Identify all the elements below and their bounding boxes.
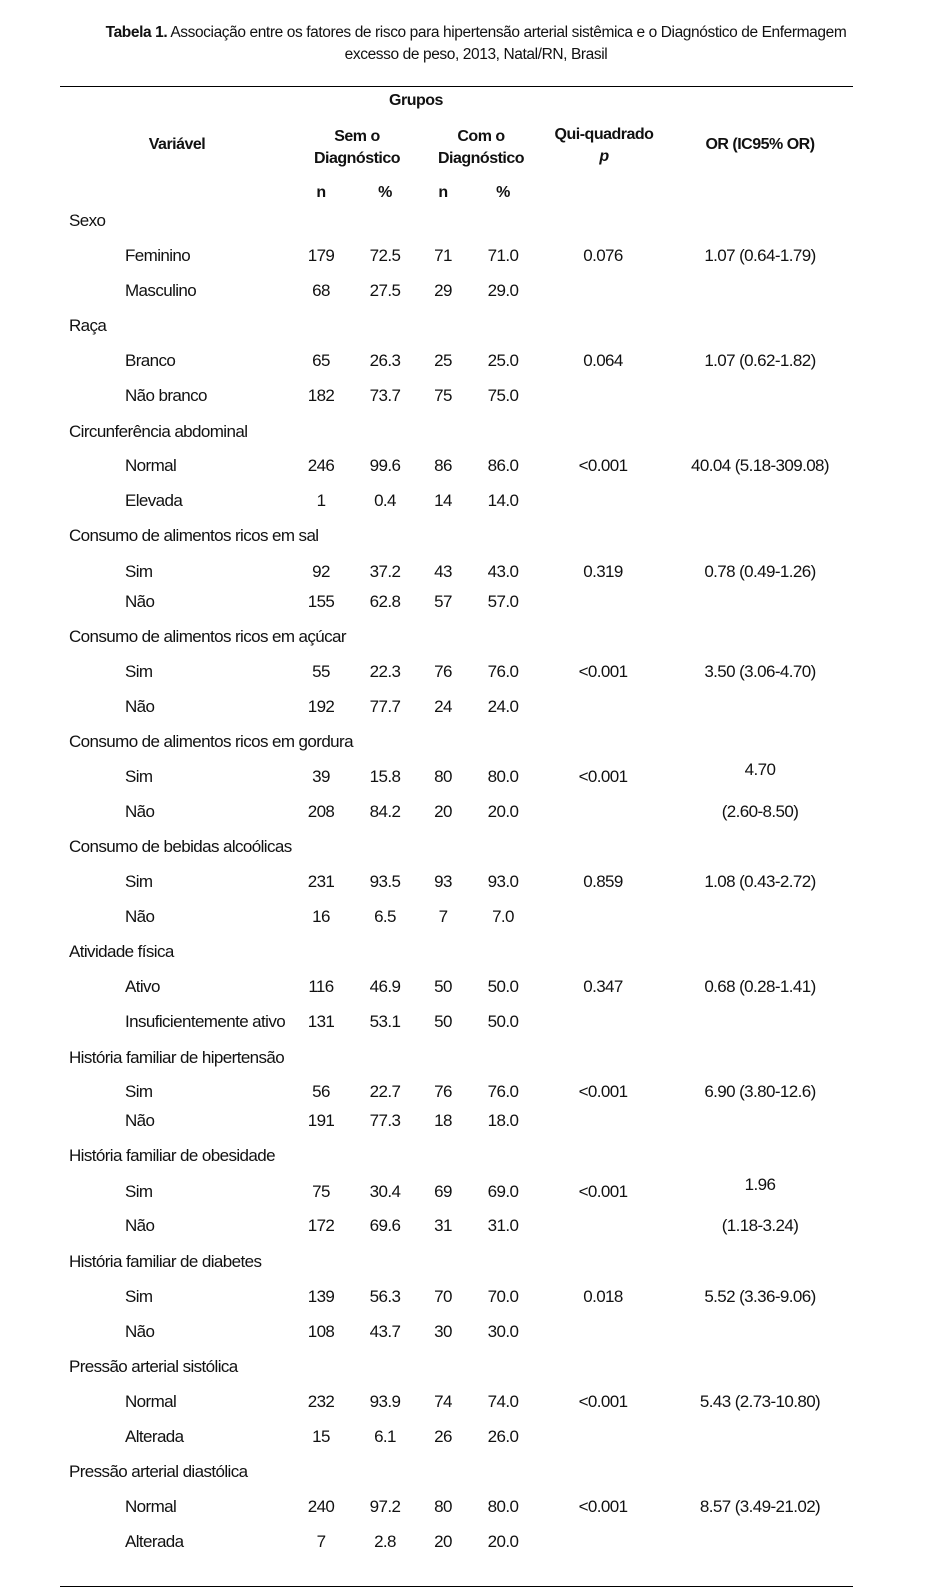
cell-n-com: 80 <box>434 767 452 786</box>
cell-n-sem: 116 <box>308 977 334 996</box>
cell-n-sem: 68 <box>312 281 330 300</box>
cell-pct-sem: 93.5 <box>369 872 401 891</box>
row-label: Não branco <box>125 386 207 405</box>
cell-p-value: <0.001 <box>578 767 628 786</box>
cell-p-value: 0.319 <box>583 562 623 581</box>
group-label: Consumo de alimentos ricos em açúcar <box>69 627 346 646</box>
cell-n-sem: 1 <box>316 491 326 510</box>
cell-p-value: 0.018 <box>583 1287 623 1306</box>
cell-pct-com: 69.0 <box>487 1182 519 1201</box>
cell-n-sem: 240 <box>307 1497 335 1516</box>
header-or: OR (IC95% OR) <box>705 136 815 153</box>
header-line: Com o <box>457 128 505 145</box>
cell-pct-sem: 43.7 <box>369 1322 401 1341</box>
cell-pct-com: 70.0 <box>487 1287 519 1306</box>
row-label: Sim <box>125 662 153 681</box>
group-label: Raça <box>69 316 107 335</box>
group-label: Consumo de alimentos ricos em gordura <box>69 732 353 751</box>
cell-n-com: 30 <box>434 1322 452 1341</box>
cell-n-com: 70 <box>434 1287 452 1306</box>
cell-pct-sem: 46.9 <box>369 977 401 996</box>
row-label: Sim <box>125 767 153 786</box>
cell-pct-com: 76.0 <box>487 662 519 681</box>
group-label: Consumo de alimentos ricos em sal <box>69 526 319 545</box>
cell-n-sem: 172 <box>307 1216 335 1235</box>
cell-n-sem: 56 <box>312 1082 330 1101</box>
caption-label: Tabela 1. <box>105 24 168 41</box>
cell-pct-sem: 77.3 <box>369 1111 401 1130</box>
cell-or: 3.50 (3.06-4.70) <box>704 662 816 681</box>
table-caption <box>0 22 952 66</box>
cell-or: 6.90 (3.80-12.6) <box>704 1082 816 1101</box>
header-line: Diagnóstico <box>313 150 401 167</box>
cell-pct-com: 43.0 <box>487 562 519 581</box>
group-label: História familiar de diabetes <box>69 1252 262 1271</box>
cell-pct-sem: 15.8 <box>369 767 401 786</box>
cell-pct-sem: 56.3 <box>369 1287 401 1306</box>
cell-pct-com: 76.0 <box>487 1082 519 1101</box>
cell-pct-sem: 73.7 <box>369 386 401 405</box>
cell-n-sem: 208 <box>307 802 335 821</box>
cell-pct-sem: 0.4 <box>374 491 396 510</box>
cell-n-com: 18 <box>434 1111 452 1130</box>
cell-or: 1.96 <box>744 1175 776 1194</box>
cell-pct-com: 25.0 <box>487 351 519 370</box>
cell-pct-com: 7.0 <box>492 907 514 926</box>
header-com-diagnostico <box>438 126 524 170</box>
row-label: Não <box>125 1111 155 1130</box>
row-label: Normal <box>125 456 177 475</box>
cell-pct-sem: 30.4 <box>369 1182 401 1201</box>
row-label: Sim <box>125 562 153 581</box>
group-label: Circunferência abdominal <box>69 422 248 441</box>
cell-or: 5.52 (3.36-9.06) <box>704 1287 816 1306</box>
group-label: História familiar de hipertensão <box>69 1048 285 1067</box>
row-label: Insuficientemente ativo <box>125 1012 286 1031</box>
cell-pct-com: 26.0 <box>487 1427 519 1446</box>
cell-or: 5.43 (2.73-10.80) <box>699 1392 821 1411</box>
cell-pct-sem: 26.3 <box>369 351 401 370</box>
row-label: Não <box>125 1322 155 1341</box>
cell-n-com: 7 <box>438 907 448 926</box>
cell-pct-sem: 99.6 <box>369 456 401 475</box>
header-grupos: Grupos <box>389 92 443 109</box>
cell-n-com: 31 <box>434 1216 452 1235</box>
cell-n-sem: 131 <box>307 1012 335 1031</box>
header-line: Diagnóstico <box>437 150 525 167</box>
cell-p-value: <0.001 <box>578 1392 628 1411</box>
cell-or: 1.08 (0.43-2.72) <box>704 872 816 891</box>
cell-pct-sem: 84.2 <box>369 802 401 821</box>
header-pct1: % <box>378 184 392 201</box>
cell-pct-sem: 22.7 <box>369 1082 401 1101</box>
cell-n-com: 76 <box>434 662 452 681</box>
cell-or: 0.68 (0.28-1.41) <box>704 977 816 996</box>
cell-n-com: 93 <box>434 872 452 891</box>
row-label: Feminino <box>125 246 191 265</box>
cell-pct-com: 75.0 <box>487 386 519 405</box>
cell-n-com: 80 <box>434 1497 452 1516</box>
cell-pct-sem: 37.2 <box>369 562 401 581</box>
row-label: Não <box>125 697 155 716</box>
cell-n-com: 76 <box>434 1082 452 1101</box>
row-label: Não <box>125 907 155 926</box>
cell-or: 1.07 (0.62-1.82) <box>704 351 816 370</box>
row-label: Sim <box>125 1287 153 1306</box>
cell-p-value: <0.001 <box>578 1182 628 1201</box>
cell-n-sem: 7 <box>316 1532 326 1551</box>
cell-n-sem: 39 <box>312 767 330 786</box>
row-label: Normal <box>125 1392 177 1411</box>
cell-n-sem: 231 <box>307 872 335 891</box>
row-label: Alterada <box>125 1427 184 1446</box>
cell-or: 1.07 (0.64-1.79) <box>704 246 816 265</box>
group-label: Sexo <box>69 211 106 230</box>
row-label: Alterada <box>125 1532 184 1551</box>
cell-n-sem: 179 <box>307 246 335 265</box>
cell-p-value: 0.347 <box>583 977 623 996</box>
cell-pct-sem: 72.5 <box>369 246 401 265</box>
cell-n-sem: 232 <box>307 1392 335 1411</box>
cell-n-com: 24 <box>434 697 452 716</box>
cell-pct-com: 57.0 <box>487 592 519 611</box>
cell-p-value: 0.859 <box>583 872 623 891</box>
cell-n-sem: 192 <box>307 697 335 716</box>
cell-p-value: <0.001 <box>578 456 628 475</box>
header-qui-quadrado <box>555 124 654 168</box>
cell-n-com: 20 <box>434 1532 452 1551</box>
row-label: Sim <box>125 872 153 891</box>
group-label: História familiar de obesidade <box>69 1146 275 1165</box>
cell-n-com: 86 <box>434 456 452 475</box>
cell-n-sem: 92 <box>312 562 330 581</box>
cell-pct-com: 93.0 <box>487 872 519 891</box>
cell-pct-com: 24.0 <box>487 697 519 716</box>
group-label: Pressão arterial diastólica <box>69 1462 248 1481</box>
row-label: Masculino <box>125 281 197 300</box>
cell-n-com: 43 <box>434 562 452 581</box>
row-label: Sim <box>125 1082 153 1101</box>
header-n2: n <box>438 184 448 201</box>
cell-pct-sem: 77.7 <box>369 697 401 716</box>
cell-pct-sem: 22.3 <box>369 662 401 681</box>
header-sem-diagnostico <box>314 126 400 170</box>
cell-n-sem: 108 <box>307 1322 335 1341</box>
group-label: Pressão arterial sistólica <box>69 1357 238 1376</box>
cell-p-value: 0.064 <box>583 351 623 370</box>
cell-p-value: <0.001 <box>578 1497 628 1516</box>
cell-n-sem: 75 <box>312 1182 330 1201</box>
cell-n-com: 29 <box>434 281 452 300</box>
cell-n-sem: 182 <box>307 386 335 405</box>
cell-pct-sem: 53.1 <box>369 1012 401 1031</box>
cell-n-com: 69 <box>434 1182 452 1201</box>
cell-n-com: 50 <box>434 1012 452 1031</box>
cell-pct-com: 74.0 <box>487 1392 519 1411</box>
cell-pct-com: 14.0 <box>487 491 519 510</box>
cell-pct-com: 20.0 <box>487 802 519 821</box>
cell-n-com: 14 <box>434 491 452 510</box>
row-label: Sim <box>125 1182 153 1201</box>
row-label: Não <box>125 1216 155 1235</box>
cell-n-sem: 155 <box>307 592 335 611</box>
cell-p-value: <0.001 <box>578 1082 628 1101</box>
cell-n-sem: 15 <box>312 1427 330 1446</box>
cell-n-sem: 55 <box>312 662 330 681</box>
caption-text: Associação entre os fatores de risco para hipertensão arterial sistêmica e o Diagnóstico de Enfermagem <box>167 24 847 41</box>
row-label: Elevada <box>125 491 183 510</box>
cell-p-value: <0.001 <box>578 662 628 681</box>
group-label: Atividade física <box>69 942 174 961</box>
header-line: Sem o <box>334 128 380 145</box>
cell-or: 4.70 <box>744 760 776 779</box>
cell-n-com: 20 <box>434 802 452 821</box>
cell-n-com: 75 <box>434 386 452 405</box>
cell-n-sem: 139 <box>307 1287 335 1306</box>
cell-pct-com: 80.0 <box>487 1497 519 1516</box>
cell-pct-com: 86.0 <box>487 456 519 475</box>
cell-n-com: 50 <box>434 977 452 996</box>
cell-pct-com: 29.0 <box>487 281 519 300</box>
cell-pct-sem: 6.1 <box>374 1427 396 1446</box>
header-n1: n <box>316 184 326 201</box>
cell-n-com: 74 <box>434 1392 452 1411</box>
cell-or: (2.60-8.50) <box>721 802 799 821</box>
cell-pct-sem: 97.2 <box>369 1497 401 1516</box>
cell-or: (1.18-3.24) <box>721 1216 799 1235</box>
row-label: Não <box>125 802 155 821</box>
cell-n-sem: 191 <box>307 1111 335 1130</box>
header-line: p <box>599 148 609 165</box>
cell-pct-com: 30.0 <box>487 1322 519 1341</box>
header-line: Qui-quadrado <box>554 126 654 143</box>
cell-pct-sem: 27.5 <box>369 281 401 300</box>
cell-or: 8.57 (3.49-21.02) <box>699 1497 821 1516</box>
cell-pct-com: 71.0 <box>487 246 519 265</box>
cell-n-com: 57 <box>434 592 452 611</box>
cell-n-sem: 16 <box>312 907 330 926</box>
header-variavel: Variável <box>148 136 206 153</box>
cell-pct-com: 50.0 <box>487 977 519 996</box>
cell-pct-sem: 6.5 <box>374 907 396 926</box>
cell-n-com: 25 <box>434 351 452 370</box>
top-rule <box>60 86 853 87</box>
cell-pct-com: 20.0 <box>487 1532 519 1551</box>
cell-n-com: 26 <box>434 1427 452 1446</box>
cell-pct-sem: 2.8 <box>374 1532 396 1551</box>
bottom-rule <box>60 1586 853 1587</box>
cell-n-sem: 246 <box>307 456 335 475</box>
cell-pct-sem: 93.9 <box>369 1392 401 1411</box>
row-label: Branco <box>125 351 176 370</box>
header-pct2: % <box>496 184 510 201</box>
cell-n-sem: 65 <box>312 351 330 370</box>
cell-pct-com: 31.0 <box>487 1216 519 1235</box>
row-label: Normal <box>125 1497 177 1516</box>
row-label: Não <box>125 592 155 611</box>
cell-pct-com: 18.0 <box>487 1111 519 1130</box>
group-label: Consumo de bebidas alcoólicas <box>69 837 292 856</box>
cell-pct-com: 80.0 <box>487 767 519 786</box>
caption-line2: excesso de peso, 2013, Natal/RN, Brasil <box>344 46 608 63</box>
cell-or: 40.04 (5.18-309.08) <box>691 456 829 475</box>
row-label: Ativo <box>125 977 160 996</box>
cell-or: 0.78 (0.49-1.26) <box>704 562 816 581</box>
cell-pct-sem: 69.6 <box>369 1216 401 1235</box>
cell-pct-com: 50.0 <box>487 1012 519 1031</box>
cell-pct-sem: 62.8 <box>369 592 401 611</box>
cell-p-value: 0.076 <box>583 246 623 265</box>
cell-n-com: 71 <box>434 246 452 265</box>
